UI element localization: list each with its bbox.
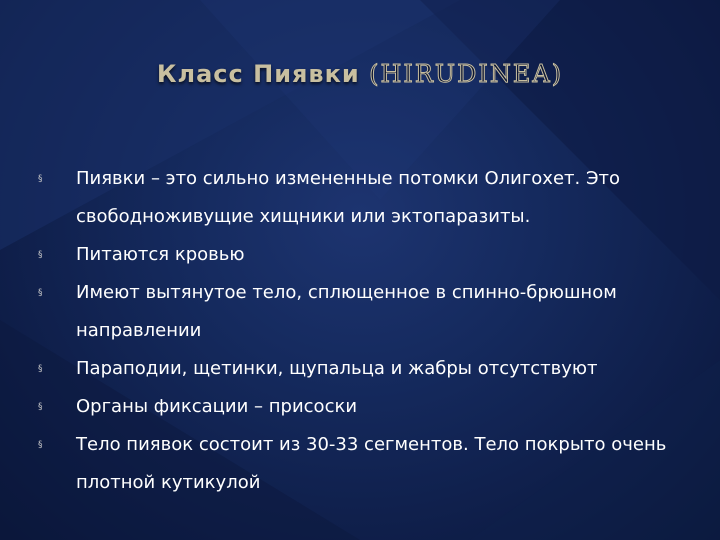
bullet-text: Параподии, щетинки, щупальца и жабры отсутствуют (76, 358, 598, 379)
bullet-text: Пиявки – это сильно измененные потомки Олигохет. Это свободноживущие хищники или эктопаразиты. (76, 168, 621, 227)
bullet-text: Питаются кровью (76, 244, 245, 265)
bullet-list (38, 160, 678, 502)
title-text: Класс Пиявки (156, 60, 360, 88)
bullet-marker-icon: § (38, 440, 43, 450)
bullet-marker-icon: § (38, 250, 43, 260)
bullet-text: Тело пиявок состоит из 30-33 сегментов. Тело покрыто очень плотной кутикулой (76, 434, 667, 493)
bullet-marker-icon: § (38, 288, 43, 298)
bullet-item (38, 274, 678, 350)
bullet-item (38, 236, 678, 274)
bullet-marker-icon: § (38, 174, 43, 184)
bullet-item (38, 426, 678, 502)
slide-title (0, 60, 720, 88)
bullet-text: Органы фиксации – присоски (76, 396, 358, 417)
title-latin-text: (HIRUDINEA) (369, 60, 564, 88)
bullet-item (38, 388, 678, 426)
bullet-item (38, 350, 678, 388)
bullet-marker-icon: § (38, 402, 43, 412)
bullet-item (38, 160, 678, 236)
bullet-marker-icon: § (38, 364, 43, 374)
bullet-text: Имеют вытянутое тело, сплющенное в спинно-брюшном направлении (76, 282, 617, 341)
